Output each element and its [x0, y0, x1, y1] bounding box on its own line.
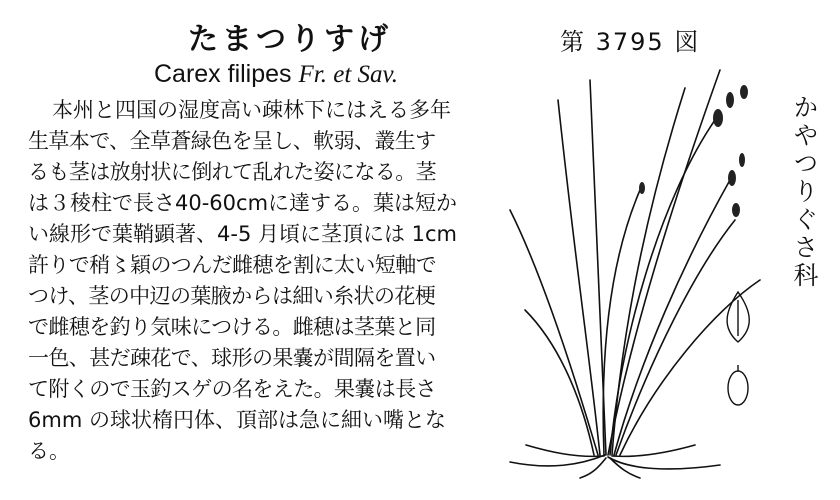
spike: [639, 182, 645, 194]
leaf: [616, 220, 735, 455]
description-line: は３稜柱で長さ40-60cmに達する。葉は短か: [28, 191, 458, 215]
spike: [739, 153, 745, 167]
description-line: 許りで稍〻穎のつんだ雌穂を割に太い短軸で: [28, 253, 436, 277]
leaf: [612, 88, 685, 455]
root: [608, 457, 720, 469]
scientific-name-author: Fr. et Sav.: [298, 61, 399, 88]
spike: [732, 203, 740, 217]
stem: [610, 120, 715, 455]
spike: [740, 85, 748, 99]
description-line: て附くので玉釣スゲの名をえた。果嚢は長さ: [28, 377, 436, 401]
scientific-name-genus-species: Carex filipes: [153, 60, 292, 88]
description-line: 一色、甚だ疎花で、球形の果嚢が間隔を置い: [28, 346, 436, 370]
figure-number: 第 3795 図: [560, 28, 701, 56]
description-text: [28, 95, 473, 467]
leaf: [620, 280, 760, 455]
japanese-name-title: たまつりすげ: [188, 22, 392, 57]
description-line: るも茎は放射状に倒れて乱れた姿になる。茎: [28, 160, 436, 184]
achene-detail: [728, 371, 748, 405]
description-line: る。: [28, 439, 70, 463]
stem: [603, 190, 640, 455]
description-line: 生草本で、全草蒼緑色を呈し、軟弱、叢生す: [28, 129, 436, 153]
description-line: で雌穂を釣り気味につける。雌穂は茎葉と同: [28, 315, 436, 339]
leaf: [608, 70, 720, 455]
spike: [713, 109, 723, 127]
scientific-name: [96, 60, 456, 89]
sedge-illustration: [480, 60, 780, 480]
description-line: い線形で葉鞘顕著、4-5 月頃に茎頂には 1cm: [28, 222, 458, 246]
spike: [728, 170, 736, 186]
description-line: つけ、茎の中辺の葉腋からは細い糸状の花梗: [28, 284, 436, 308]
description-line: 6mm の球状楕円体、頂部は急に細い嘴とな: [28, 408, 446, 432]
description-line: 本州と四国の湿度高い疎林下にはえる多年: [52, 98, 451, 122]
family-label: かやつりぐさ科: [790, 94, 819, 290]
spike: [726, 92, 734, 108]
